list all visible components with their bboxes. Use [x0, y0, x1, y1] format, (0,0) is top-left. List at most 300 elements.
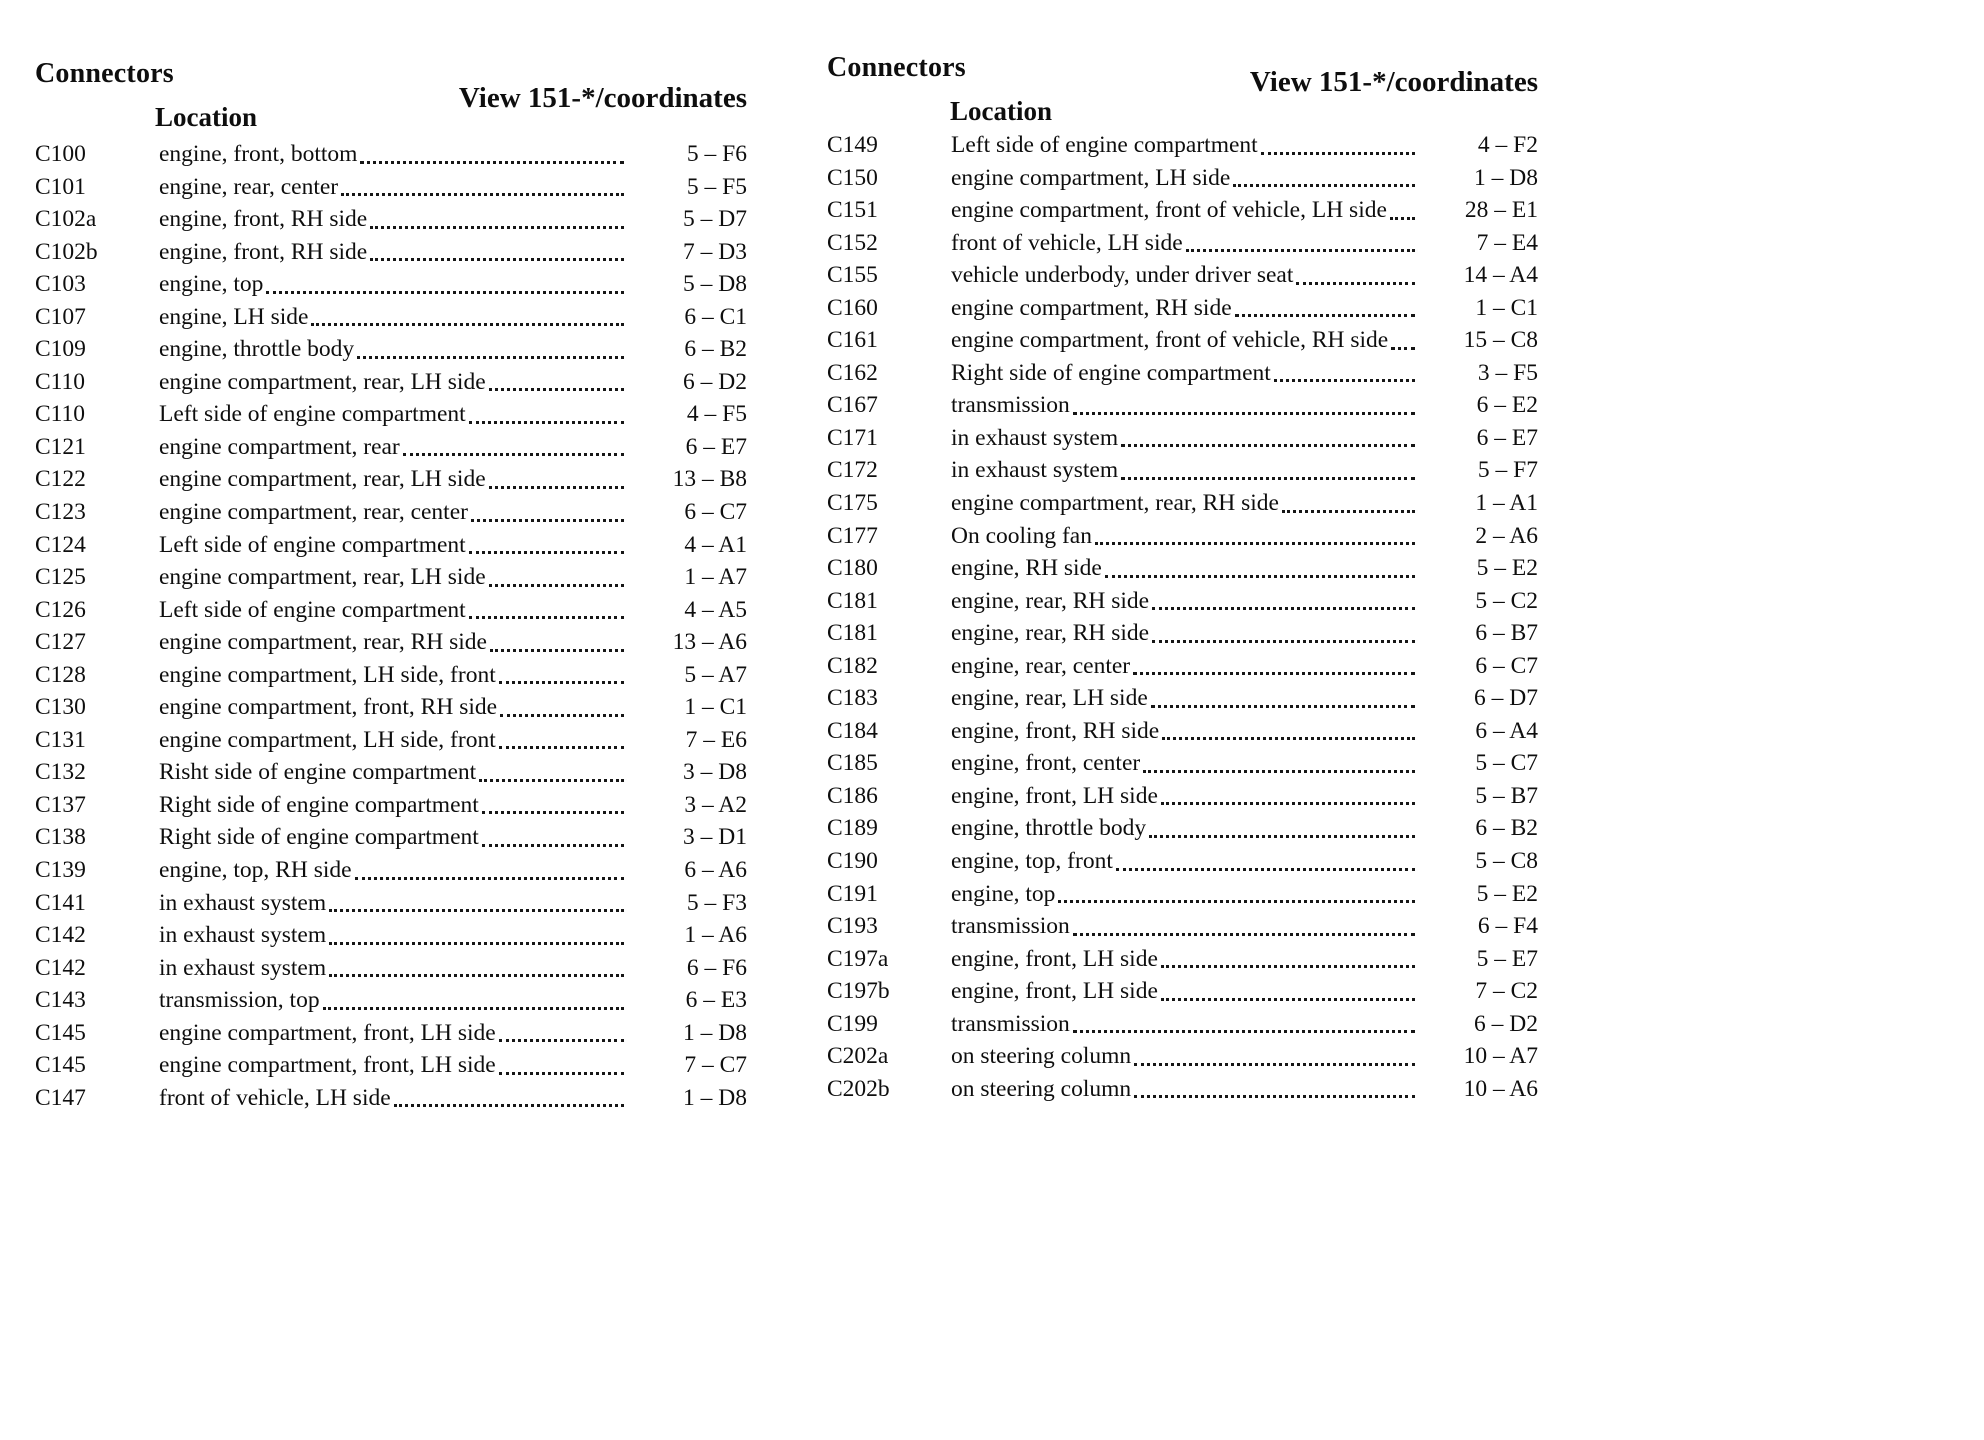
connector-id: C121	[35, 433, 86, 460]
view-coordinate: 6 – D2	[1474, 1010, 1538, 1037]
view-coordinate: 4 – F2	[1477, 132, 1538, 158]
view-coordinate: 7 – E6	[685, 726, 747, 753]
view-coordinate: 1 – C1	[1475, 294, 1538, 321]
connector-location: engine, RH side	[951, 555, 1102, 582]
dot-leader	[466, 398, 629, 431]
table-row	[35, 756, 747, 789]
dot-leader	[367, 203, 629, 236]
connector-location: engine compartment, rear	[159, 433, 400, 460]
connectors-heading: Connectors	[827, 52, 966, 83]
table-row	[827, 389, 1538, 422]
table-row	[827, 162, 1538, 195]
dot-leader	[496, 1017, 629, 1050]
table-row	[827, 650, 1538, 683]
dot-leader	[1148, 682, 1420, 715]
table-row	[827, 715, 1538, 748]
view-coordinate: 6 – D2	[683, 368, 747, 395]
connector-location: on steering column	[951, 1043, 1132, 1070]
connector-id: C110	[35, 401, 86, 428]
connector-location: engine compartment, rear, LH side	[159, 466, 486, 493]
dot-leader	[468, 496, 629, 529]
view-coordinate: 6 – E3	[685, 987, 747, 1014]
connector-id: C145	[35, 1052, 86, 1079]
connector-id: C202b	[827, 1075, 890, 1102]
connector-location: engine compartment, front of vehicle, LH side	[951, 197, 1387, 224]
location-heading: Location	[155, 102, 258, 132]
dot-leader	[1183, 227, 1420, 260]
table-row	[827, 487, 1538, 520]
table-row	[827, 357, 1538, 390]
connector-table-right	[827, 0, 1538, 1440]
dot-leader	[1232, 292, 1420, 325]
view-coordinate: 4 – F5	[686, 401, 747, 428]
view-coordinate: 6 – E7	[1476, 424, 1538, 451]
connector-location: Right side of engine compartment	[951, 359, 1271, 386]
table-row	[35, 333, 747, 366]
dot-leader	[496, 659, 629, 692]
connector-location: engine compartment, rear, LH side	[159, 368, 486, 395]
view-coordinate: 6 – F4	[1477, 913, 1538, 940]
connector-id: C102a	[35, 206, 97, 233]
table-row	[35, 529, 747, 562]
dot-leader	[1070, 1008, 1420, 1041]
table-row	[827, 682, 1538, 715]
dot-leader	[326, 887, 629, 920]
dot-leader	[1118, 454, 1420, 487]
connector-location: engine, front, LH side	[951, 782, 1158, 809]
view-coordinate: 28 – E1	[1464, 197, 1538, 224]
dot-leader	[1271, 357, 1420, 390]
table-row	[35, 952, 747, 985]
view-coordinate: 5 – C7	[1475, 750, 1538, 777]
dot-leader	[1158, 943, 1420, 976]
dot-leader	[1159, 715, 1420, 748]
view-coordinate: 1 – A7	[684, 564, 747, 591]
table-row	[35, 1082, 747, 1115]
table-row	[827, 422, 1538, 455]
connector-location: engine, rear, center	[159, 173, 339, 200]
dot-leader	[1149, 585, 1420, 618]
table-row	[35, 821, 747, 854]
table-row	[827, 780, 1538, 813]
view-coordinate: 6 – C1	[684, 303, 747, 330]
connector-id: C189	[827, 815, 878, 842]
dot-leader	[338, 171, 629, 204]
table-row	[827, 1040, 1538, 1073]
table-row	[827, 292, 1538, 325]
view-coordinate: 15 – C8	[1463, 327, 1538, 354]
view-coordinate: 5 – C8	[1475, 848, 1538, 875]
table-row	[827, 520, 1538, 553]
view-coordinate: 5 – F6	[686, 141, 747, 167]
view-coordinate: 13 – B8	[672, 466, 747, 493]
view-coordinate: 6 – A6	[684, 857, 747, 884]
connector-id: C149	[827, 132, 878, 158]
view-coordinate: 3 – F5	[1477, 359, 1538, 386]
connector-location: in exhaust system	[951, 424, 1119, 451]
dot-leader	[1279, 487, 1420, 520]
connector-rows	[35, 138, 747, 1114]
dot-leader	[320, 984, 629, 1017]
connector-location: engine, front, center	[951, 750, 1141, 777]
dot-leader	[1388, 324, 1420, 357]
dot-leader	[1293, 259, 1420, 292]
view-coordinate: 6 – B2	[1475, 815, 1538, 842]
connector-id: C137	[35, 791, 86, 818]
table-row	[35, 301, 747, 334]
connector-id: C122	[35, 466, 86, 493]
connector-id: C127	[35, 629, 86, 656]
connector-location: engine, rear, LH side	[951, 685, 1148, 712]
connector-location: Left side of engine compartment	[159, 531, 466, 558]
table-row	[35, 171, 747, 204]
connector-location: transmission	[951, 392, 1070, 419]
connector-location: engine, top, front	[951, 848, 1113, 875]
dot-leader	[1158, 975, 1420, 1008]
table-row	[35, 594, 747, 627]
table-row	[35, 268, 747, 301]
dot-leader	[354, 333, 629, 366]
view-coordinate: 13 – A6	[672, 629, 747, 656]
connector-location: engine compartment, rear, center	[159, 499, 468, 526]
connector-id: C151	[827, 197, 878, 224]
dot-leader	[263, 268, 629, 301]
connector-id: C142	[35, 922, 86, 949]
connector-id: C128	[35, 661, 86, 688]
connector-id: C177	[827, 522, 878, 549]
table-row	[35, 463, 747, 496]
connector-location: engine, front, RH side	[159, 206, 368, 233]
dot-leader	[479, 821, 629, 854]
table-row	[35, 659, 747, 692]
connector-id: C199	[827, 1010, 878, 1037]
dot-leader	[1140, 747, 1420, 780]
connector-location: engine, top	[951, 880, 1056, 907]
view-coordinate: 6 – C7	[1475, 652, 1538, 679]
table-row	[827, 259, 1538, 292]
dot-leader	[1230, 162, 1420, 195]
connector-id: C181	[827, 620, 878, 647]
connector-location: engine, throttle body	[951, 815, 1147, 842]
connector-id: C102b	[35, 238, 98, 265]
view-coordinate: 5 – E7	[1476, 945, 1538, 972]
view-coordinate: 4 – A1	[684, 531, 747, 558]
connector-id: C181	[827, 587, 878, 614]
connector-location: engine, front, LH side	[951, 945, 1158, 972]
connector-id: C160	[827, 294, 878, 321]
connector-location: in exhaust system	[951, 457, 1119, 484]
table-row	[35, 984, 747, 1017]
dot-leader	[1118, 422, 1420, 455]
dot-leader	[1113, 845, 1420, 878]
connector-location: engine compartment, front, LH side	[159, 1052, 496, 1079]
dot-leader	[1055, 878, 1420, 911]
view-coordinate: 3 – A2	[684, 791, 747, 818]
table-row	[35, 626, 747, 659]
view-coordinate: 5 – C2	[1475, 587, 1538, 614]
view-coordinate: 5 – A7	[684, 661, 747, 688]
view-coordinate: 6 – D7	[1474, 685, 1538, 712]
view-coordinate: 14 – A4	[1463, 262, 1538, 289]
dot-leader	[1130, 650, 1420, 683]
connector-location: engine compartment, rear, RH side	[951, 490, 1279, 517]
connector-id: C155	[827, 262, 878, 289]
view-coordinate: 3 – D1	[683, 824, 747, 851]
connector-id: C191	[827, 880, 878, 907]
connector-id: C110	[35, 368, 86, 395]
table-row	[35, 236, 747, 269]
connector-location: vehicle underbody, under driver seat	[951, 262, 1294, 289]
table-row	[827, 910, 1538, 943]
view-coordinate: 5 – F5	[686, 173, 747, 200]
view-coordinate: 1 – A6	[684, 922, 747, 949]
connector-location: engine compartment, LH side, front	[159, 661, 496, 688]
connector-location: on steering column	[951, 1075, 1132, 1102]
table-row	[35, 691, 747, 724]
view-coordinate: 5 – E2	[1476, 555, 1538, 582]
connector-location: Left side of engine compartment	[951, 132, 1258, 158]
connector-id: C202a	[827, 1043, 889, 1070]
connector-id: C124	[35, 531, 86, 558]
view-coordinate: 7 – C2	[1475, 978, 1538, 1005]
view-coordinate: 6 – C7	[684, 499, 747, 526]
view-coordinate: 5 – B7	[1475, 782, 1538, 809]
table-row	[827, 975, 1538, 1008]
dot-leader	[400, 431, 629, 464]
view-coordinate: 5 – D8	[683, 271, 747, 298]
connector-location: transmission, top	[159, 987, 320, 1014]
dot-leader	[1070, 910, 1420, 943]
dot-leader	[466, 594, 629, 627]
dot-leader	[487, 626, 629, 659]
view-coordinate: 6 – B2	[684, 336, 747, 363]
dot-leader	[496, 1049, 629, 1082]
table-row	[827, 747, 1538, 780]
view-coordinate: 3 – D8	[683, 759, 747, 786]
connector-location: On cooling fan	[951, 522, 1092, 549]
dot-leader	[466, 529, 629, 562]
dot-leader	[1131, 1040, 1420, 1073]
view-coordinate: 1 – A1	[1475, 490, 1538, 517]
view-coordinate: 1 – D8	[683, 1019, 747, 1046]
view-coordinate: 6 – A4	[1475, 717, 1538, 744]
table-row	[35, 431, 747, 464]
view-coordinates-heading: View 151-*/coordinates	[458, 82, 747, 114]
dot-leader	[476, 756, 629, 789]
connector-location: front of vehicle, LH side	[951, 229, 1183, 256]
connector-id: C184	[827, 717, 878, 744]
view-coordinate: 7 – C7	[684, 1052, 747, 1079]
connector-id: C162	[827, 359, 878, 386]
table-row	[35, 724, 747, 757]
view-coordinate: 6 – E2	[1476, 392, 1538, 419]
dot-leader	[486, 561, 629, 594]
view-coordinates-heading: View 151-*/coordinates	[1249, 66, 1538, 98]
dot-leader	[1258, 129, 1420, 162]
connector-id: C183	[827, 685, 878, 712]
connector-id: C161	[827, 327, 878, 354]
dot-leader	[497, 691, 629, 724]
dot-leader	[367, 236, 629, 269]
connector-location: Right side of engine compartment	[159, 791, 479, 818]
connector-location: front of vehicle, LH side	[159, 1084, 391, 1111]
connector-id: C171	[827, 424, 878, 451]
connector-id: C197b	[827, 978, 890, 1005]
view-coordinate: 6 – B7	[1475, 620, 1538, 647]
connector-location: Left side of engine compartment	[159, 401, 466, 428]
connector-location: engine compartment, front, LH side	[159, 1019, 496, 1046]
connector-id: C175	[827, 490, 878, 517]
table-row	[827, 1008, 1538, 1041]
dot-leader	[1387, 194, 1420, 227]
view-coordinate: 10 – A6	[1463, 1075, 1538, 1102]
view-coordinate: 5 – D7	[683, 206, 747, 233]
connector-id: C152	[827, 229, 878, 256]
table-row	[827, 617, 1538, 650]
connector-id: C180	[827, 555, 878, 582]
connector-id: C150	[827, 164, 878, 191]
connector-table-left	[35, 0, 747, 1440]
connector-location: engine compartment, LH side, front	[159, 726, 496, 753]
connector-id: C109	[35, 336, 86, 363]
dot-leader	[391, 1082, 629, 1115]
connector-location: engine compartment, LH side	[951, 164, 1231, 191]
table-row	[35, 854, 747, 887]
connector-id: C131	[35, 726, 86, 753]
view-coordinate: 10 – A7	[1463, 1043, 1538, 1070]
table-row	[35, 561, 747, 594]
connector-location: engine, rear, RH side	[951, 587, 1150, 614]
connector-id: C190	[827, 848, 878, 875]
connector-id: C138	[35, 824, 86, 851]
connector-location: engine compartment, front of vehicle, RH side	[951, 327, 1389, 354]
connector-id: C147	[35, 1084, 86, 1111]
dot-leader	[496, 724, 629, 757]
table-row	[827, 585, 1538, 618]
dot-leader	[479, 789, 629, 822]
connector-location: engine, throttle body	[159, 336, 355, 363]
view-coordinate: 7 – E4	[1476, 229, 1538, 256]
connector-location: engine, front, RH side	[159, 238, 368, 265]
connector-id: C132	[35, 759, 86, 786]
view-coordinate: 5 – F7	[1477, 457, 1538, 484]
connector-location: engine, front, LH side	[951, 978, 1158, 1005]
connector-id: C182	[827, 652, 878, 679]
table-row	[827, 324, 1538, 357]
view-coordinate: 5 – F3	[686, 889, 747, 916]
table-row	[827, 227, 1538, 260]
table-row	[35, 1017, 747, 1050]
connector-id: C139	[35, 857, 86, 884]
connector-location: engine, front, bottom	[159, 141, 358, 167]
connector-rows	[827, 129, 1538, 1105]
table-row	[827, 943, 1538, 976]
connector-id: C197a	[827, 945, 889, 972]
connector-location: Right side of engine compartment	[159, 824, 479, 851]
view-coordinate: 1 – C1	[684, 694, 747, 721]
connector-location: engine compartment, front, RH side	[159, 694, 498, 721]
location-heading: Location	[950, 96, 1053, 126]
dot-leader	[486, 366, 629, 399]
connector-id: C145	[35, 1019, 86, 1046]
view-coordinate: 1 – D8	[1474, 164, 1538, 191]
connector-location: transmission	[951, 913, 1070, 940]
connector-location: in exhaust system	[159, 954, 327, 981]
connector-id: C103	[35, 271, 86, 298]
dot-leader	[326, 952, 629, 985]
connector-id: C142	[35, 954, 86, 981]
dot-leader	[326, 919, 629, 952]
connector-id: C123	[35, 499, 86, 526]
connector-location: engine compartment, rear, LH side	[159, 564, 486, 591]
table-row	[35, 398, 747, 431]
connector-id: C141	[35, 889, 86, 916]
dot-leader	[1070, 389, 1420, 422]
connector-location: Left side of engine compartment	[159, 596, 466, 623]
connector-location: engine, top, RH side	[159, 857, 352, 884]
table-row	[827, 878, 1538, 911]
connector-location: engine compartment, rear, RH side	[159, 629, 487, 656]
view-coordinate: 4 – A5	[684, 596, 747, 623]
connector-id: C185	[827, 750, 878, 777]
table-row	[827, 812, 1538, 845]
view-coordinate: 7 – D3	[683, 238, 747, 265]
connector-id: C100	[35, 141, 86, 167]
connector-location: engine, rear, center	[951, 652, 1131, 679]
view-coordinate: 1 – D8	[683, 1084, 747, 1111]
view-coordinate: 2 – A6	[1475, 522, 1538, 549]
dot-leader	[357, 138, 629, 171]
dot-leader	[352, 854, 629, 887]
connector-location: engine, top	[159, 271, 264, 298]
connector-id: C172	[827, 457, 878, 484]
table-row	[35, 887, 747, 920]
table-row	[35, 203, 747, 236]
connector-location: in exhaust system	[159, 922, 327, 949]
connector-location: engine compartment, RH side	[951, 294, 1232, 321]
table-row	[35, 919, 747, 952]
table-row	[35, 138, 747, 171]
connector-id: C101	[35, 173, 86, 200]
dot-leader	[486, 463, 629, 496]
dot-leader	[1131, 1073, 1420, 1106]
dot-leader	[1102, 552, 1420, 585]
dot-leader	[1149, 617, 1420, 650]
connector-id: C167	[827, 392, 878, 419]
table-row	[827, 454, 1538, 487]
connector-location: engine, front, RH side	[951, 717, 1160, 744]
table-row	[827, 1073, 1538, 1106]
dot-leader	[308, 301, 629, 334]
connector-location: in exhaust system	[159, 889, 327, 916]
view-coordinate: 5 – E2	[1476, 880, 1538, 907]
table-row	[827, 845, 1538, 878]
connectors-heading: Connectors	[35, 58, 174, 89]
table-row	[35, 1049, 747, 1082]
connector-id: C186	[827, 782, 878, 809]
dot-leader	[1146, 812, 1420, 845]
table-row	[35, 496, 747, 529]
connector-id: C130	[35, 694, 86, 721]
dot-leader	[1092, 520, 1420, 553]
table-row	[827, 194, 1538, 227]
table-row	[827, 129, 1538, 162]
connector-id: C143	[35, 987, 86, 1014]
table-row	[35, 789, 747, 822]
connector-id: C126	[35, 596, 86, 623]
connector-id: C107	[35, 303, 86, 330]
connector-location: engine, rear, RH side	[951, 620, 1150, 647]
